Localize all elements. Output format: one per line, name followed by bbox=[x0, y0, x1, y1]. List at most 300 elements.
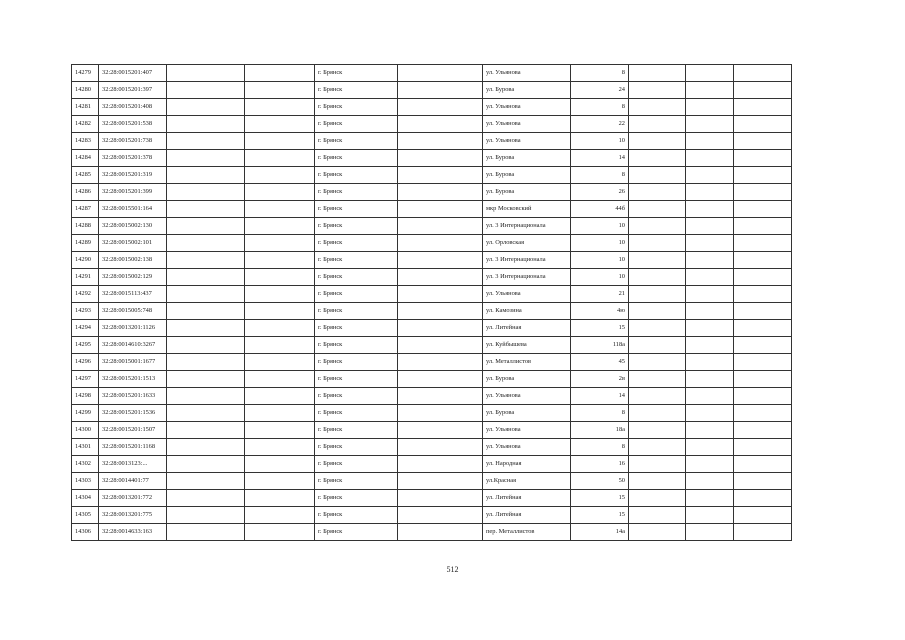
cell-cadastral-number: 32:28:0015201:378 bbox=[99, 150, 167, 167]
cell-house-number: 4ю bbox=[571, 303, 629, 320]
cell-empty-col-10 bbox=[686, 507, 734, 524]
cell-empty-col-10 bbox=[686, 65, 734, 82]
cell-empty-col-6 bbox=[398, 337, 483, 354]
cell-empty-col-10 bbox=[686, 473, 734, 490]
cell-empty-col-9 bbox=[629, 65, 686, 82]
cell-empty-col-6 bbox=[398, 133, 483, 150]
cell-cadastral-number: 32:28:0015002:138 bbox=[99, 252, 167, 269]
cell-empty-col-4 bbox=[245, 235, 315, 252]
cell-empty-col-3 bbox=[167, 303, 245, 320]
cell-street: ул. Бурова bbox=[483, 82, 571, 99]
cell-empty-col-3 bbox=[167, 269, 245, 286]
cell-row-number: 14298 bbox=[72, 388, 99, 405]
cell-row-number: 14300 bbox=[72, 422, 99, 439]
cell-street: ул. Куйбышева bbox=[483, 337, 571, 354]
table-row bbox=[72, 184, 792, 201]
cell-empty-col-10 bbox=[686, 116, 734, 133]
cell-city: г. Брянск bbox=[315, 167, 398, 184]
table-row bbox=[72, 167, 792, 184]
cell-empty-col-10 bbox=[686, 150, 734, 167]
cell-empty-col-4 bbox=[245, 422, 315, 439]
cell-empty-col-6 bbox=[398, 371, 483, 388]
cell-street: ул. Орловская bbox=[483, 235, 571, 252]
cell-cadastral-number: 32:28:0015501:164 bbox=[99, 201, 167, 218]
table-row bbox=[72, 82, 792, 99]
table-row bbox=[72, 201, 792, 218]
cell-empty-col-6 bbox=[398, 473, 483, 490]
cell-street: пер. Металлистов bbox=[483, 524, 571, 541]
cell-city: г. Брянск bbox=[315, 337, 398, 354]
cell-house-number: 24 bbox=[571, 82, 629, 99]
cell-cadastral-number: 32:28:0014633:163 bbox=[99, 524, 167, 541]
cell-empty-col-10 bbox=[686, 456, 734, 473]
table-row bbox=[72, 150, 792, 167]
cell-row-number: 14287 bbox=[72, 201, 99, 218]
cell-empty-col-9 bbox=[629, 507, 686, 524]
cell-empty-col-6 bbox=[398, 354, 483, 371]
cell-cadastral-number: 32:28:0015201:1513 bbox=[99, 371, 167, 388]
table-row bbox=[72, 337, 792, 354]
cell-empty-col-4 bbox=[245, 303, 315, 320]
cell-empty-col-6 bbox=[398, 201, 483, 218]
cell-city: г. Брянск bbox=[315, 235, 398, 252]
cell-empty-col-9 bbox=[629, 490, 686, 507]
cell-city: г. Брянск bbox=[315, 507, 398, 524]
table-row bbox=[72, 116, 792, 133]
cell-cadastral-number: 32:28:0015201:319 bbox=[99, 167, 167, 184]
cell-house-number: 44б bbox=[571, 201, 629, 218]
cell-cadastral-number: 32:28:0013201:772 bbox=[99, 490, 167, 507]
cell-empty-col-10 bbox=[686, 218, 734, 235]
cell-city: г. Брянск bbox=[315, 405, 398, 422]
cell-cadastral-number: 32:28:0015002:129 bbox=[99, 269, 167, 286]
cell-empty-col-10 bbox=[686, 490, 734, 507]
cell-empty-col-6 bbox=[398, 490, 483, 507]
cell-empty-col-10 bbox=[686, 422, 734, 439]
cell-house-number: 10 bbox=[571, 269, 629, 286]
cell-empty-col-6 bbox=[398, 150, 483, 167]
cell-row-number: 14306 bbox=[72, 524, 99, 541]
cell-empty-col-4 bbox=[245, 269, 315, 286]
cell-row-number: 14296 bbox=[72, 354, 99, 371]
cell-empty-col-4 bbox=[245, 405, 315, 422]
cell-house-number: 14а bbox=[571, 524, 629, 541]
cell-street: ул. Ульянова bbox=[483, 99, 571, 116]
cell-empty-col-11 bbox=[734, 456, 792, 473]
cell-empty-col-4 bbox=[245, 82, 315, 99]
cell-row-number: 14299 bbox=[72, 405, 99, 422]
cell-empty-col-9 bbox=[629, 252, 686, 269]
cell-empty-col-6 bbox=[398, 286, 483, 303]
cell-empty-col-11 bbox=[734, 507, 792, 524]
cell-empty-col-4 bbox=[245, 388, 315, 405]
cell-empty-col-6 bbox=[398, 303, 483, 320]
cell-empty-col-6 bbox=[398, 388, 483, 405]
cell-empty-col-11 bbox=[734, 201, 792, 218]
cell-empty-col-4 bbox=[245, 167, 315, 184]
table-row bbox=[72, 405, 792, 422]
cell-empty-col-4 bbox=[245, 371, 315, 388]
cell-cadastral-number: 32:28:0015201:1536 bbox=[99, 405, 167, 422]
cell-empty-col-6 bbox=[398, 184, 483, 201]
table-row bbox=[72, 422, 792, 439]
cell-empty-col-11 bbox=[734, 82, 792, 99]
cell-row-number: 14286 bbox=[72, 184, 99, 201]
cell-city: г. Брянск bbox=[315, 354, 398, 371]
cell-city: г. Брянск bbox=[315, 150, 398, 167]
cell-empty-col-3 bbox=[167, 439, 245, 456]
cell-cadastral-number: 32:28:0013201:1126 bbox=[99, 320, 167, 337]
cell-empty-col-11 bbox=[734, 354, 792, 371]
cell-empty-col-4 bbox=[245, 150, 315, 167]
table-body bbox=[72, 65, 792, 541]
cell-empty-col-3 bbox=[167, 490, 245, 507]
table-row bbox=[72, 133, 792, 150]
cell-empty-col-10 bbox=[686, 439, 734, 456]
cell-row-number: 14305 bbox=[72, 507, 99, 524]
cell-empty-col-9 bbox=[629, 303, 686, 320]
cell-empty-col-6 bbox=[398, 507, 483, 524]
cell-empty-col-4 bbox=[245, 201, 315, 218]
cell-city: г. Брянск bbox=[315, 133, 398, 150]
cell-empty-col-6 bbox=[398, 252, 483, 269]
cell-empty-col-9 bbox=[629, 167, 686, 184]
cell-empty-col-9 bbox=[629, 371, 686, 388]
cell-street: ул. 3 Интернационала bbox=[483, 269, 571, 286]
cell-city: г. Брянск bbox=[315, 473, 398, 490]
cell-cadastral-number: 32:28:0015002:130 bbox=[99, 218, 167, 235]
cell-empty-col-3 bbox=[167, 252, 245, 269]
cell-empty-col-4 bbox=[245, 252, 315, 269]
cell-cadastral-number: 32:28:0015001:1677 bbox=[99, 354, 167, 371]
cell-street: ул. Ульянова bbox=[483, 65, 571, 82]
table-row bbox=[72, 524, 792, 541]
cell-row-number: 14289 bbox=[72, 235, 99, 252]
cell-house-number: 22 bbox=[571, 116, 629, 133]
cell-empty-col-3 bbox=[167, 286, 245, 303]
cell-row-number: 14303 bbox=[72, 473, 99, 490]
cell-empty-col-6 bbox=[398, 65, 483, 82]
cell-row-number: 14294 bbox=[72, 320, 99, 337]
cell-empty-col-10 bbox=[686, 252, 734, 269]
cell-empty-col-3 bbox=[167, 167, 245, 184]
cell-empty-col-4 bbox=[245, 507, 315, 524]
cell-cadastral-number: 32:28:0015201:397 bbox=[99, 82, 167, 99]
table-row bbox=[72, 388, 792, 405]
cell-empty-col-11 bbox=[734, 65, 792, 82]
cell-city: г. Брянск bbox=[315, 490, 398, 507]
cell-empty-col-9 bbox=[629, 320, 686, 337]
cell-house-number: 8 bbox=[571, 405, 629, 422]
cell-street: ул. Ульянова bbox=[483, 286, 571, 303]
table-row bbox=[72, 354, 792, 371]
cell-empty-col-6 bbox=[398, 99, 483, 116]
table-row bbox=[72, 490, 792, 507]
cell-city: г. Брянск bbox=[315, 456, 398, 473]
cell-empty-col-3 bbox=[167, 116, 245, 133]
table-row bbox=[72, 235, 792, 252]
cell-empty-col-3 bbox=[167, 201, 245, 218]
cell-empty-col-3 bbox=[167, 184, 245, 201]
cell-empty-col-3 bbox=[167, 133, 245, 150]
cell-empty-col-4 bbox=[245, 490, 315, 507]
cell-cadastral-number: 32:28:0013123:... bbox=[99, 456, 167, 473]
cell-house-number: 45 bbox=[571, 354, 629, 371]
cell-cadastral-number: 32:28:0015002:101 bbox=[99, 235, 167, 252]
cell-empty-col-10 bbox=[686, 354, 734, 371]
cell-row-number: 14297 bbox=[72, 371, 99, 388]
cell-cadastral-number: 32:28:0014610:3267 bbox=[99, 337, 167, 354]
cell-empty-col-9 bbox=[629, 235, 686, 252]
cell-street: ул. Бурова bbox=[483, 405, 571, 422]
cell-empty-col-11 bbox=[734, 99, 792, 116]
cell-empty-col-10 bbox=[686, 371, 734, 388]
cell-empty-col-3 bbox=[167, 473, 245, 490]
cell-empty-col-6 bbox=[398, 82, 483, 99]
cell-house-number: 118а bbox=[571, 337, 629, 354]
cell-empty-col-10 bbox=[686, 388, 734, 405]
cell-city: г. Брянск bbox=[315, 269, 398, 286]
cell-empty-col-10 bbox=[686, 133, 734, 150]
cell-cadastral-number: 32:28:0015201:738 bbox=[99, 133, 167, 150]
cell-empty-col-4 bbox=[245, 473, 315, 490]
cell-empty-col-10 bbox=[686, 99, 734, 116]
cell-empty-col-4 bbox=[245, 184, 315, 201]
cell-empty-col-10 bbox=[686, 235, 734, 252]
cell-row-number: 14293 bbox=[72, 303, 99, 320]
cell-city: г. Брянск bbox=[315, 286, 398, 303]
cell-empty-col-11 bbox=[734, 218, 792, 235]
cell-empty-col-3 bbox=[167, 82, 245, 99]
cell-empty-col-10 bbox=[686, 303, 734, 320]
cell-cadastral-number: 32:28:0015201:1633 bbox=[99, 388, 167, 405]
cell-empty-col-3 bbox=[167, 235, 245, 252]
cell-row-number: 14304 bbox=[72, 490, 99, 507]
cell-empty-col-4 bbox=[245, 337, 315, 354]
cell-row-number: 14302 bbox=[72, 456, 99, 473]
cell-row-number: 14291 bbox=[72, 269, 99, 286]
cell-empty-col-3 bbox=[167, 422, 245, 439]
cell-empty-col-11 bbox=[734, 524, 792, 541]
cell-empty-col-11 bbox=[734, 422, 792, 439]
cell-city: г. Брянск bbox=[315, 218, 398, 235]
cell-street: ул. Ульянова bbox=[483, 116, 571, 133]
cell-empty-col-9 bbox=[629, 269, 686, 286]
cell-cadastral-number: 32:28:0014401:77 bbox=[99, 473, 167, 490]
cell-empty-col-3 bbox=[167, 337, 245, 354]
cell-empty-col-3 bbox=[167, 388, 245, 405]
cell-street: ул. Ульянова bbox=[483, 388, 571, 405]
cell-empty-col-10 bbox=[686, 82, 734, 99]
cell-city: г. Брянск bbox=[315, 388, 398, 405]
cell-empty-col-10 bbox=[686, 201, 734, 218]
cell-city: г. Брянск bbox=[315, 422, 398, 439]
cell-empty-col-11 bbox=[734, 133, 792, 150]
cell-cadastral-number: 32:28:0015201:1168 bbox=[99, 439, 167, 456]
cell-empty-col-3 bbox=[167, 371, 245, 388]
cell-empty-col-6 bbox=[398, 116, 483, 133]
cell-cadastral-number: 32:28:0015201:407 bbox=[99, 65, 167, 82]
cell-cadastral-number: 32:28:0015201:399 bbox=[99, 184, 167, 201]
table-row bbox=[72, 303, 792, 320]
cell-empty-col-6 bbox=[398, 439, 483, 456]
cell-empty-col-11 bbox=[734, 150, 792, 167]
cell-city: г. Брянск bbox=[315, 65, 398, 82]
cell-empty-col-10 bbox=[686, 524, 734, 541]
cell-street: ул. Ульянова bbox=[483, 133, 571, 150]
cell-city: г. Брянск bbox=[315, 371, 398, 388]
cell-empty-col-9 bbox=[629, 405, 686, 422]
cell-empty-col-9 bbox=[629, 116, 686, 133]
table-row bbox=[72, 286, 792, 303]
cell-empty-col-9 bbox=[629, 133, 686, 150]
cell-empty-col-10 bbox=[686, 184, 734, 201]
cell-row-number: 14279 bbox=[72, 65, 99, 82]
cell-street: ул. Бурова bbox=[483, 150, 571, 167]
cell-house-number: 14 bbox=[571, 150, 629, 167]
cell-row-number: 14285 bbox=[72, 167, 99, 184]
cell-empty-col-11 bbox=[734, 439, 792, 456]
cell-empty-col-4 bbox=[245, 116, 315, 133]
cell-city: г. Брянск bbox=[315, 116, 398, 133]
cell-empty-col-4 bbox=[245, 218, 315, 235]
cell-street: ул. 3 Интернационала bbox=[483, 218, 571, 235]
cell-house-number: 21 bbox=[571, 286, 629, 303]
table-row bbox=[72, 473, 792, 490]
table-row bbox=[72, 252, 792, 269]
cell-empty-col-6 bbox=[398, 167, 483, 184]
cell-street: ул. Бурова bbox=[483, 167, 571, 184]
cell-empty-col-11 bbox=[734, 405, 792, 422]
cell-house-number: 18а bbox=[571, 422, 629, 439]
cell-cadastral-number: 32:28:0015201:538 bbox=[99, 116, 167, 133]
cell-street: ул. Ульянова bbox=[483, 422, 571, 439]
cell-empty-col-3 bbox=[167, 65, 245, 82]
cell-house-number: 2в bbox=[571, 371, 629, 388]
cell-row-number: 14281 bbox=[72, 99, 99, 116]
cell-empty-col-11 bbox=[734, 167, 792, 184]
cell-empty-col-3 bbox=[167, 354, 245, 371]
cell-empty-col-6 bbox=[398, 456, 483, 473]
cell-row-number: 14301 bbox=[72, 439, 99, 456]
page-number: 512 bbox=[446, 565, 459, 574]
cell-empty-col-10 bbox=[686, 286, 734, 303]
cell-city: г. Брянск bbox=[315, 320, 398, 337]
cell-empty-col-6 bbox=[398, 269, 483, 286]
cell-empty-col-4 bbox=[245, 524, 315, 541]
table-row bbox=[72, 439, 792, 456]
cell-empty-col-9 bbox=[629, 218, 686, 235]
cell-city: г. Брянск bbox=[315, 252, 398, 269]
cell-empty-col-9 bbox=[629, 354, 686, 371]
cell-empty-col-9 bbox=[629, 82, 686, 99]
cell-empty-col-11 bbox=[734, 116, 792, 133]
cell-city: г. Брянск bbox=[315, 201, 398, 218]
cell-house-number: 15 bbox=[571, 507, 629, 524]
cell-house-number: 8 bbox=[571, 439, 629, 456]
cell-empty-col-6 bbox=[398, 405, 483, 422]
cell-house-number: 10 bbox=[571, 235, 629, 252]
cell-street: ул. Ульянова bbox=[483, 439, 571, 456]
cell-house-number: 8 bbox=[571, 65, 629, 82]
cell-empty-col-11 bbox=[734, 371, 792, 388]
cell-row-number: 14288 bbox=[72, 218, 99, 235]
cell-empty-col-6 bbox=[398, 320, 483, 337]
cell-empty-col-4 bbox=[245, 456, 315, 473]
cell-row-number: 14280 bbox=[72, 82, 99, 99]
registry-table bbox=[71, 64, 792, 541]
cell-row-number: 14283 bbox=[72, 133, 99, 150]
cell-empty-col-9 bbox=[629, 456, 686, 473]
table-row bbox=[72, 507, 792, 524]
cell-empty-col-6 bbox=[398, 422, 483, 439]
cell-house-number: 15 bbox=[571, 490, 629, 507]
cell-empty-col-11 bbox=[734, 473, 792, 490]
cell-empty-col-4 bbox=[245, 320, 315, 337]
cell-empty-col-3 bbox=[167, 524, 245, 541]
cell-street: ул. Бурова bbox=[483, 371, 571, 388]
cell-empty-col-11 bbox=[734, 337, 792, 354]
cell-street: ул. Металлистов bbox=[483, 354, 571, 371]
table-row bbox=[72, 65, 792, 82]
cell-empty-col-9 bbox=[629, 184, 686, 201]
cell-empty-col-6 bbox=[398, 218, 483, 235]
cell-empty-col-9 bbox=[629, 99, 686, 116]
cell-empty-col-4 bbox=[245, 286, 315, 303]
cell-empty-col-10 bbox=[686, 337, 734, 354]
cell-cadastral-number: 32:28:0015113:437 bbox=[99, 286, 167, 303]
cell-empty-col-11 bbox=[734, 252, 792, 269]
table-row bbox=[72, 320, 792, 337]
cell-empty-col-4 bbox=[245, 65, 315, 82]
cell-city: г. Брянск bbox=[315, 82, 398, 99]
cell-empty-col-11 bbox=[734, 184, 792, 201]
cell-house-number: 8 bbox=[571, 167, 629, 184]
cell-empty-col-9 bbox=[629, 388, 686, 405]
cell-empty-col-11 bbox=[734, 320, 792, 337]
cell-row-number: 14295 bbox=[72, 337, 99, 354]
cell-empty-col-9 bbox=[629, 524, 686, 541]
cell-empty-col-11 bbox=[734, 490, 792, 507]
cell-empty-col-10 bbox=[686, 167, 734, 184]
cell-empty-col-11 bbox=[734, 286, 792, 303]
cell-empty-col-3 bbox=[167, 150, 245, 167]
cell-empty-col-11 bbox=[734, 388, 792, 405]
cell-cadastral-number: 32:28:0015201:408 bbox=[99, 99, 167, 116]
table-row bbox=[72, 269, 792, 286]
cell-empty-col-6 bbox=[398, 235, 483, 252]
cell-street: ул. Литейная bbox=[483, 507, 571, 524]
table-row bbox=[72, 456, 792, 473]
cell-row-number: 14282 bbox=[72, 116, 99, 133]
cell-house-number: 26 bbox=[571, 184, 629, 201]
cell-empty-col-3 bbox=[167, 507, 245, 524]
cell-empty-col-9 bbox=[629, 439, 686, 456]
cell-row-number: 14284 bbox=[72, 150, 99, 167]
cell-street: мкр Московский bbox=[483, 201, 571, 218]
cell-street: ул. Литейная bbox=[483, 320, 571, 337]
cell-street: ул.Красная bbox=[483, 473, 571, 490]
cell-house-number: 16 bbox=[571, 456, 629, 473]
cell-empty-col-9 bbox=[629, 201, 686, 218]
cell-empty-col-4 bbox=[245, 133, 315, 150]
cell-house-number: 10 bbox=[571, 218, 629, 235]
cell-empty-col-9 bbox=[629, 150, 686, 167]
cell-street: ул. Камозина bbox=[483, 303, 571, 320]
cell-street: ул. Народная bbox=[483, 456, 571, 473]
cell-empty-col-10 bbox=[686, 405, 734, 422]
cell-city: г. Брянск bbox=[315, 184, 398, 201]
